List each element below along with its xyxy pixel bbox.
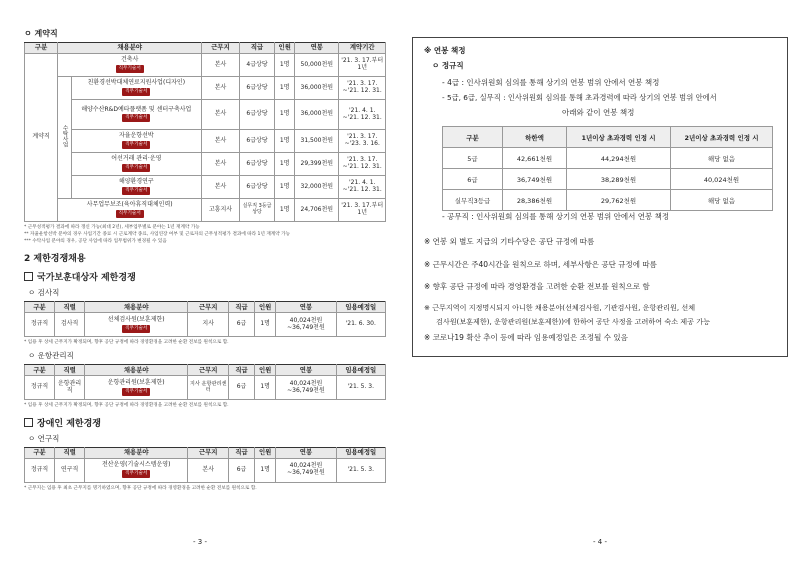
field-cell [85, 458, 188, 482]
table-row [25, 458, 386, 482]
location-cell: 고흥지사 [202, 199, 240, 222]
header-cell: 채용분야 [58, 43, 202, 54]
table-cell: 38,289천원 [567, 169, 671, 190]
contract-table-wrap [24, 42, 386, 222]
table-row [25, 199, 386, 222]
date-cell: '21. 6. 30. [336, 313, 385, 337]
period-cell: '21. 3. 17. ~'21. 12. 31. [339, 77, 386, 100]
footnote: *** 수탁사업 분야의 경우, 공단 사업에 따라 업무범위가 변경될 수 있음 [24, 239, 167, 245]
header-cell: 직급 [229, 447, 255, 458]
field-cell [71, 77, 202, 100]
header-cell: 임용예정일 [336, 302, 385, 313]
header-cell: 구분 [25, 365, 55, 376]
note-hours: ※ 근무시간은 주40시간을 원칙으로 하며, 세부사항은 공단 규정에 따름 [424, 260, 657, 269]
header-cell: 구분 [443, 127, 503, 148]
special-label-text: 수탁사업 [61, 124, 68, 147]
veterans-title-text: 국가보훈대상자 제한경쟁 [37, 273, 136, 284]
note-housing-1: ※ 근무지역이 지정명시되지 아니한 채용분야(선체검사원, 기관검사원, 운항관리원, 선체 [424, 303, 696, 312]
headcount-cell: 1명 [275, 77, 295, 100]
header-cell: 연봉 [276, 302, 336, 313]
period-cell: '21. 4. 1. ~'21. 12. 31. [339, 100, 386, 130]
header-cell: 연봉 [276, 365, 336, 376]
header-cell: 하한액 [503, 127, 567, 148]
table-cell: 해당 없음 [671, 190, 773, 211]
salary-cell: 32,000천원 [295, 176, 339, 199]
header-cell: 근무지 [188, 365, 229, 376]
headcount-cell: 1명 [275, 130, 295, 153]
field-cell [85, 376, 188, 400]
field-cell [85, 313, 188, 337]
grade-cell: 6급상당 [239, 153, 274, 176]
note-rotation: ※ 향후 공단 규정에 따라 경영환경을 고려한 순환 전보를 원칙으로 함 [424, 282, 650, 291]
inspector-header-row [25, 302, 386, 313]
operations-note: * 임용 후 상세 근무지가 확정되며, 향후 공단 규정에 따라 경영환경을 고려한 순환 전보를 원칙으로 함. [24, 403, 229, 409]
grade-cell: 6급 [229, 376, 255, 400]
grade56-line2: 아래와 같이 연봉 책정 [562, 108, 635, 117]
salary-cell: 24,706천원 [295, 199, 339, 222]
footnote: * 근무성적평가 결과에 따라 갱신 가능(최대 2년), 세부업무별로 분야는 1년 재계약 가능 [24, 225, 200, 230]
table-row [443, 190, 773, 211]
public-line: - 공무직 : 인사위원회 심의를 통해 상기의 연봉 범위 안에서 연봉 책정 [442, 212, 670, 221]
footnote: ** 자율운항선박 분야의 경우 사업기간 종료 시 근로계약 종료, 사업연장 여부 및 근로자의 근무성적평가 결과에 따라 1년 재계약 가능 [24, 232, 291, 238]
location-cell: 본사 [202, 176, 240, 199]
kind-cell: 정규직 [25, 458, 55, 482]
header-cell: 직렬 [55, 365, 85, 376]
right-page [400, 0, 800, 566]
header-cell: 채용분야 [85, 365, 188, 376]
date-cell: '21. 5. 3. [336, 458, 385, 482]
grade4-line: - 4급 : 인사위원회 심의를 통해 상기의 연봉 범위 안에서 연봉 책정 [442, 78, 660, 87]
location-cell: 지사 운항관리센터 [188, 376, 229, 400]
field-cell [58, 54, 202, 77]
regular-heading: ㅇ 정규직 [432, 61, 464, 70]
field-name: 친환경선박대체연료지원사업(디자인) [87, 79, 186, 87]
table-cell: 36,749천원 [503, 169, 567, 190]
job-description-badge[interactable]: 직무기술서 [116, 65, 144, 73]
header-cell: 직급 [229, 302, 255, 313]
header-cell: 직급 [229, 365, 255, 376]
grade-cell: 6급상당 [239, 130, 274, 153]
salary-cell: 31,500천원 [295, 130, 339, 153]
table-cell: 40,024천원 [671, 169, 773, 190]
field-cell [58, 199, 202, 222]
salary-cell: 40,024천원 ~36,749천원 [276, 458, 336, 482]
grade56-line1: - 5급, 6급, 실무직 : 인사위원회 심의를 통해 초과경력에 따라 상기의 연봉 범위 안에서 [442, 93, 717, 102]
header-cell: 연봉 [276, 447, 336, 458]
location-cell: 본사 [202, 153, 240, 176]
grade-cell: 6급상당 [239, 77, 274, 100]
header-cell: 계약기간 [339, 43, 386, 54]
field-name: 선체검사원(보훈제한) [107, 315, 165, 323]
note-allowance: ※ 연봉 외 별도 지급의 기타수당은 공단 규정에 따름 [424, 237, 595, 246]
salary-cell: 36,000천원 [295, 100, 339, 130]
table-row [25, 77, 386, 100]
table-cell: 28,386천원 [503, 190, 567, 211]
checkbox-square-icon [24, 272, 33, 281]
headcount-cell: 1명 [275, 100, 295, 130]
table-cell: 42,661천원 [503, 148, 567, 169]
header-cell: 직급 [239, 43, 274, 54]
research-title: ㅇ 연구직 [28, 433, 60, 443]
headcount-cell: 1명 [254, 313, 275, 337]
inspector-title: ㅇ 검사직 [28, 288, 60, 298]
salary-cell: 36,000천원 [295, 77, 339, 100]
period-cell: '21. 3. 17.부터 1년 [339, 199, 386, 222]
job-description-badge[interactable]: 직무기술서 [122, 187, 150, 195]
salary-cell: 50,000천원 [295, 54, 339, 77]
period-cell: '21. 3. 17. ~'21. 12. 31. [339, 153, 386, 176]
job-description-badge[interactable]: 직무기술서 [122, 88, 150, 96]
location-cell: 본사 [202, 130, 240, 153]
disabled-title [24, 416, 386, 429]
note-covid: ※ 코로나19 확산 추이 등에 따라 임용예정일은 조정될 수 있음 [424, 333, 628, 342]
table-cell: 6급 [443, 169, 503, 190]
headcount-cell: 1명 [275, 176, 295, 199]
field-name: 전산운영(기술시스템운영) [102, 461, 171, 469]
note-housing-2: 검사원(보훈제한), 운항관리원(보훈제한))에 한하여 공단 사정을 고려하여 숙소 제공 가능 [436, 317, 710, 326]
contract-footnotes [24, 224, 386, 245]
table-row [25, 176, 386, 199]
page-number: - 4 - [593, 538, 607, 546]
group-label: 계약직 [25, 54, 58, 222]
page-number: - 3 - [193, 538, 207, 546]
job-description-badge[interactable]: 직무기술서 [122, 388, 150, 396]
grade-cell: 6급상당 [239, 100, 274, 130]
header-cell: 1년이상 초과경력 인정 시 [567, 127, 671, 148]
grade-cell: 실무직 3등급상당 [239, 199, 274, 222]
table-cell: 해당 없음 [671, 148, 773, 169]
field-cell [71, 176, 202, 199]
research-note: * 근무지는 임용 후 최초 근무지를 명기하였으며, 향후 공단 규정에 따라 경영환경을 고려한 순환 전보를 원칙으로 함. [24, 485, 257, 491]
table-row [25, 100, 386, 130]
operations-title: ㅇ 운항관리직 [28, 351, 74, 361]
grade-cell: 6급 [229, 313, 255, 337]
header-cell: 인원 [254, 302, 275, 313]
kind-cell: 정규직 [25, 376, 55, 400]
table-row [25, 54, 386, 77]
job-description-badge[interactable]: 직무기술서 [116, 210, 144, 218]
headcount-cell: 1명 [275, 153, 295, 176]
series-cell: 검사직 [55, 313, 85, 337]
grade-cell: 6급상당 [239, 176, 274, 199]
grade-cell: 6급 [229, 458, 255, 482]
period-cell: '21. 4. 1. ~'21. 12. 31. [339, 176, 386, 199]
period-cell: '21. 3. 17.부터 1년 [339, 54, 386, 77]
inspector-table [24, 301, 386, 337]
special-label [58, 77, 71, 199]
research-header-row [25, 447, 386, 458]
header-cell: 인원 [275, 43, 295, 54]
header-cell: 구분 [25, 43, 58, 54]
table-cell: 실무직3등급 [443, 190, 503, 211]
disabled-title-text: 장애인 제한경쟁 [37, 418, 101, 429]
field-cell [71, 100, 202, 130]
header-cell: 채용분야 [85, 302, 188, 313]
contract-section-title: ㅇ 계약직 [24, 29, 58, 38]
inspector-note: * 임용 후 상세 근무지가 확정되며, 향후 공단 규정에 따라 경영환경을 고려한 순환 전보를 원칙으로 함. [24, 340, 229, 346]
header-cell: 인원 [254, 447, 275, 458]
field-name: 자율운항선박 [118, 132, 154, 140]
header-cell: 근무지 [202, 43, 240, 54]
header-cell: 임용예정일 [336, 365, 385, 376]
field-cell [71, 153, 202, 176]
location-cell: 본사 [188, 458, 229, 482]
research-table [24, 447, 386, 483]
salary-cell: 40,024천원 ~36,749천원 [276, 313, 336, 337]
contract-table [24, 42, 386, 222]
restricted-section-title: 2 제한경쟁채용 [24, 254, 86, 265]
job-description-badge[interactable]: 직무기술서 [122, 325, 150, 333]
salary-table [442, 126, 773, 211]
contract-header-row [25, 43, 386, 54]
date-cell: '21. 5. 3. [336, 376, 385, 400]
table-cell: 44,294천원 [567, 148, 671, 169]
header-cell: 임용예정일 [336, 447, 385, 458]
job-description-badge[interactable]: 직무기술서 [122, 164, 150, 172]
headcount-cell: 1명 [275, 199, 295, 222]
header-cell: 직렬 [55, 302, 85, 313]
operations-header-row [25, 365, 386, 376]
veterans-title [24, 270, 386, 283]
field-name: 운항관리원(보훈제한) [107, 378, 165, 386]
header-cell: 직렬 [55, 447, 85, 458]
field-cell [71, 130, 202, 153]
series-cell: 연구직 [55, 458, 85, 482]
period-cell: '21. 3. 17. ~'23. 3. 16. [339, 130, 386, 153]
table-row [25, 313, 386, 337]
field-name: 해양환경연구 [118, 178, 154, 186]
table-row [25, 153, 386, 176]
operations-table [24, 364, 386, 400]
header-cell: 구분 [25, 302, 55, 313]
header-cell: 2년이상 초과경력 인정 시 [671, 127, 773, 148]
header-cell: 인원 [254, 365, 275, 376]
headcount-cell: 1명 [254, 458, 275, 482]
location-cell: 지사 [188, 313, 229, 337]
job-description-badge[interactable]: 직무기술서 [122, 470, 150, 478]
table-cell: 29,762천원 [567, 190, 671, 211]
header-cell: 구분 [25, 447, 55, 458]
headcount-cell: 1명 [254, 376, 275, 400]
salary-cell: 40,024천원 ~36,749천원 [276, 376, 336, 400]
field-name: 어선거래 관리·운영 [111, 155, 162, 163]
salary-header-row [443, 127, 773, 148]
field-name: 사무업무보조(육아휴직대체인력) [86, 201, 173, 209]
job-description-badge[interactable]: 직무기술서 [122, 114, 150, 122]
checkbox-square-icon [24, 418, 33, 427]
series-cell: 운항관리직 [55, 376, 85, 400]
table-row [25, 130, 386, 153]
location-cell: 본사 [202, 77, 240, 100]
table-row [443, 169, 773, 190]
job-description-badge[interactable]: 직무기술서 [122, 141, 150, 149]
field-name: 해양수산R&D예타플랫폼 및 센터구축사업 [81, 105, 192, 113]
salary-cell: 29,399천원 [295, 153, 339, 176]
table-row [443, 148, 773, 169]
headcount-cell: 1명 [275, 54, 295, 77]
location-cell: 본사 [202, 100, 240, 130]
table-row [25, 376, 386, 400]
header-cell: 근무지 [188, 302, 229, 313]
kind-cell: 정규직 [25, 313, 55, 337]
header-cell: 채용분야 [85, 447, 188, 458]
location-cell: 본사 [202, 54, 240, 77]
salary-heading: ※ 연봉 책정 [424, 46, 466, 55]
header-cell: 연봉 [295, 43, 339, 54]
grade-cell: 4급상당 [239, 54, 274, 77]
field-name: 건축사 [121, 56, 139, 64]
table-cell: 5급 [443, 148, 503, 169]
header-cell: 근무지 [188, 447, 229, 458]
